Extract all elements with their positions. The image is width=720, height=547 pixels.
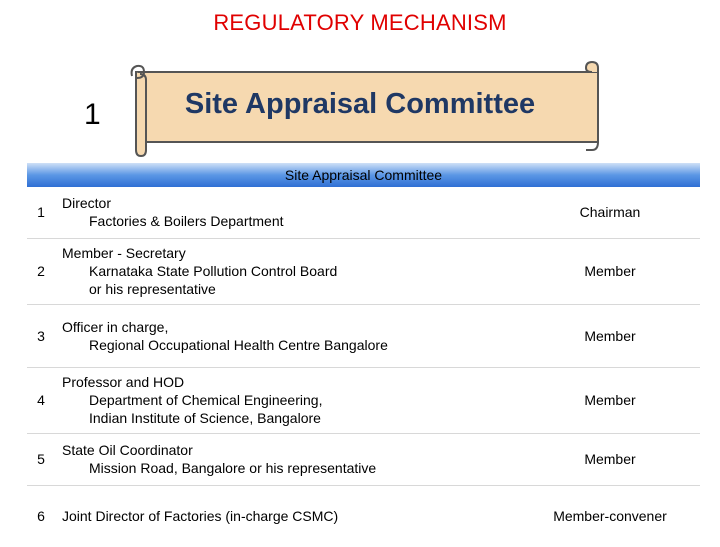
member-title: Professor and HOD [62, 374, 185, 390]
table-row [27, 304, 700, 367]
member-role: Chairman [520, 187, 700, 238]
member-title: Joint Director of Factories (in-charge CSMC) [62, 508, 339, 525]
member-detail: or his representative [89, 281, 216, 297]
member-role: Member [520, 367, 700, 433]
member-detail: Karnataka State Pollution Control Board [89, 263, 338, 279]
member-role: Member [520, 304, 700, 367]
slide-number: 1 [84, 98, 101, 131]
member-title: State Oil Coordinator [62, 442, 193, 458]
committee-table [27, 163, 700, 547]
member-description [55, 367, 520, 433]
member-description [55, 187, 520, 238]
member-title: Director [62, 195, 112, 212]
member-description [55, 433, 520, 485]
member-role: Member [520, 433, 700, 485]
member-detail: Factories & Boilers Department [89, 213, 284, 230]
member-detail: Department of Chemical Engineering, [89, 392, 323, 408]
member-role: Member [520, 238, 700, 304]
page-title: REGULATORY MECHANISM [213, 10, 507, 35]
table-header: Site Appraisal Committee [27, 163, 700, 187]
member-role: Member-convener [553, 508, 667, 525]
table-row [27, 187, 700, 238]
member-description [55, 485, 520, 547]
table-row [27, 433, 700, 485]
member-detail: Regional Occupational Health Centre Bangalore [89, 336, 388, 353]
row-number: 5 [27, 433, 55, 485]
row-number: 4 [27, 367, 55, 433]
member-description [55, 304, 520, 367]
member-title: Officer in charge, [62, 318, 169, 335]
table-row [27, 367, 700, 433]
member-title: Member - Secretary [62, 245, 186, 261]
member-detail: Indian Institute of Science, Bangalore [89, 410, 321, 426]
member-description [55, 238, 520, 304]
table-header-row [27, 163, 700, 187]
table-row [27, 485, 700, 547]
row-number: 1 [27, 187, 55, 238]
row-number: 2 [27, 238, 55, 304]
row-number: 6 [37, 508, 45, 525]
table-row [27, 238, 700, 304]
member-detail: Mission Road, Bangalore or his representative [89, 460, 377, 476]
row-number: 3 [27, 304, 55, 367]
banner-title: Site Appraisal Committee [184, 88, 536, 120]
